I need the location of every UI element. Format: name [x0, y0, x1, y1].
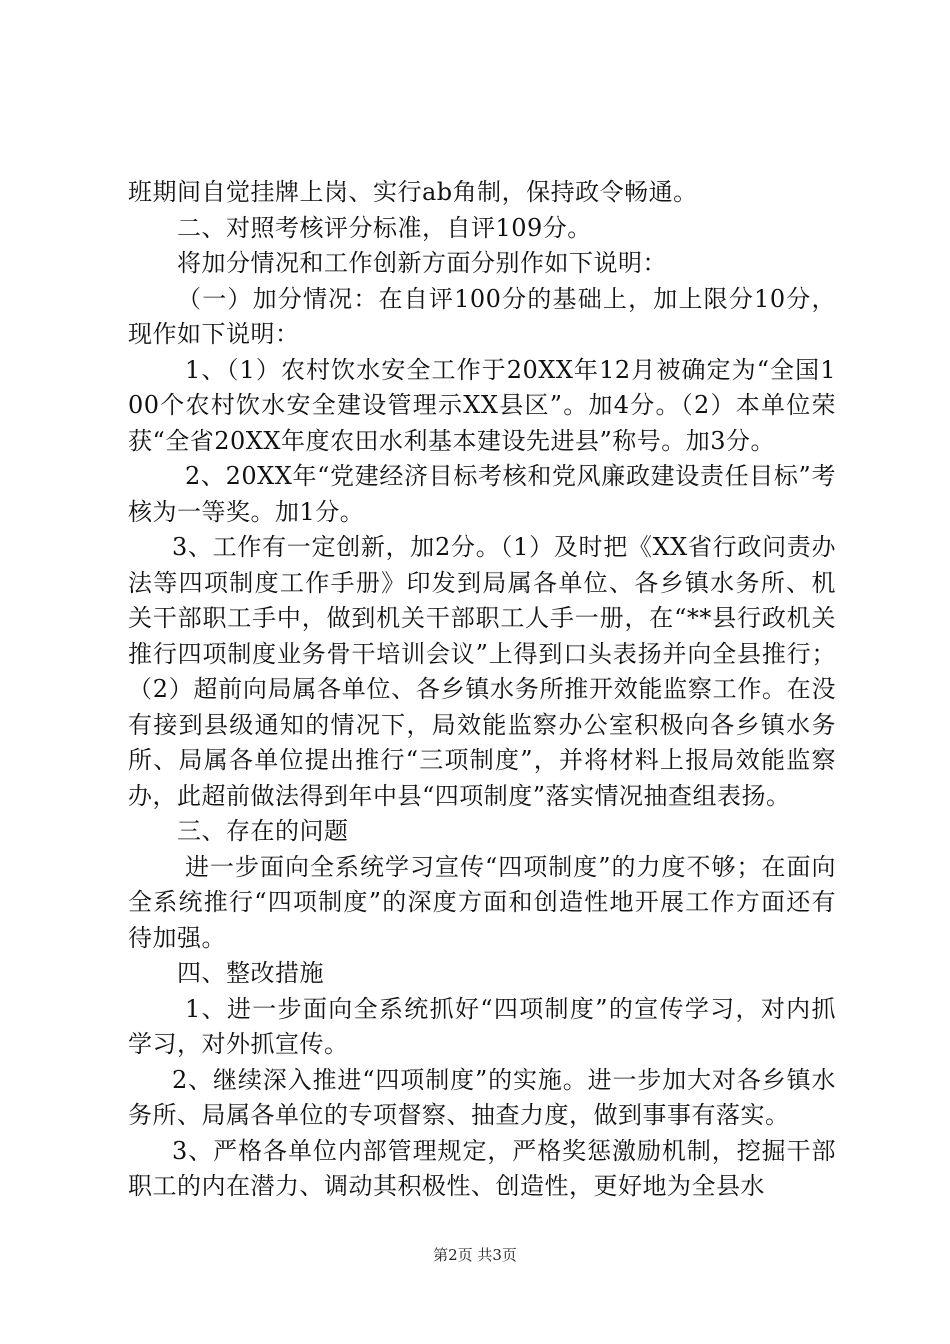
paragraph-explanation-intro: 将加分情况和工作创新方面分别作如下说明：	[177, 249, 667, 277]
page-number-footer: 第2页 共3页	[433, 1246, 517, 1264]
paragraph-section-four: 四、整改措施	[177, 959, 324, 987]
paragraph-measure-1: 1、进一步面向全系统抓好“四项制度”的宣传学习，对内抓学习，对外抓宣传。	[128, 994, 836, 1058]
paragraph-section-three: 三、存在的问题	[177, 817, 349, 845]
paragraph-continuation: 班期间自觉挂牌上岗、实行ab角制，保持政令畅通。	[128, 178, 698, 206]
paragraph-section-two: 二、对照考核评分标准，自评109分。	[177, 213, 592, 242]
paragraph-item-1: 1、（1）农村饮水安全工作于20XX年12月被确定为“全国100个农村饮水安全建设管理示XX县区”。加4分。（2）本单位荣获“全省20XX年度农田水利基本建设先进县”称号。加3分。	[128, 355, 836, 455]
paragraph-measure-3: 3、严格各单位内部管理规定，严格奖惩激励机制，挖掘干部职工的内在潜力、调动其积极性、创造性，更好地为全县水	[128, 1136, 836, 1200]
paragraph-bonus-situation: （一）加分情况：在自评100分的基础上，加上限分10分，现作如下说明：	[128, 284, 836, 348]
document-body	[128, 175, 836, 1205]
paragraph-item-2: 2、20XX年“党建经济目标考核和党风廉政建设责任目标”考核为一等奖。加1分。	[128, 462, 836, 526]
paragraph-measure-2: 2、继续深入推进“四项制度”的实施。进一步加大对各乡镇水务所、局属各单位的专项督察、抽查力度，做到事事有落实。	[128, 1065, 836, 1129]
paragraph-problems: 进一步面向全系统学习宣传“四项制度”的力度不够；在面向全系统推行“四项制度”的深度方面和创造性地开展工作方面还有待加强。	[128, 852, 836, 952]
paragraph-item-3: 3、工作有一定创新，加2分。（1）及时把《XX省行政问责办法等四项制度工作手册》印发到局属各单位、各乡镇水务所、机关干部职工手中，做到机关干部职工人手一册，在“**县行政机关推行四项制度业务骨干培训会议”上得到口头表扬并向全县推行；（2）超前向局属各单位、各乡镇水务所推开效能监察工作。在没有接到县级通知的情况下，局效能监察办公室积极向各乡镇水务所、局属各单位提出推行“三项制度”，并将材料上报局效能监察办，此超前做法得到年中县“四项制度”落实情况抽查组表扬。	[128, 533, 836, 810]
